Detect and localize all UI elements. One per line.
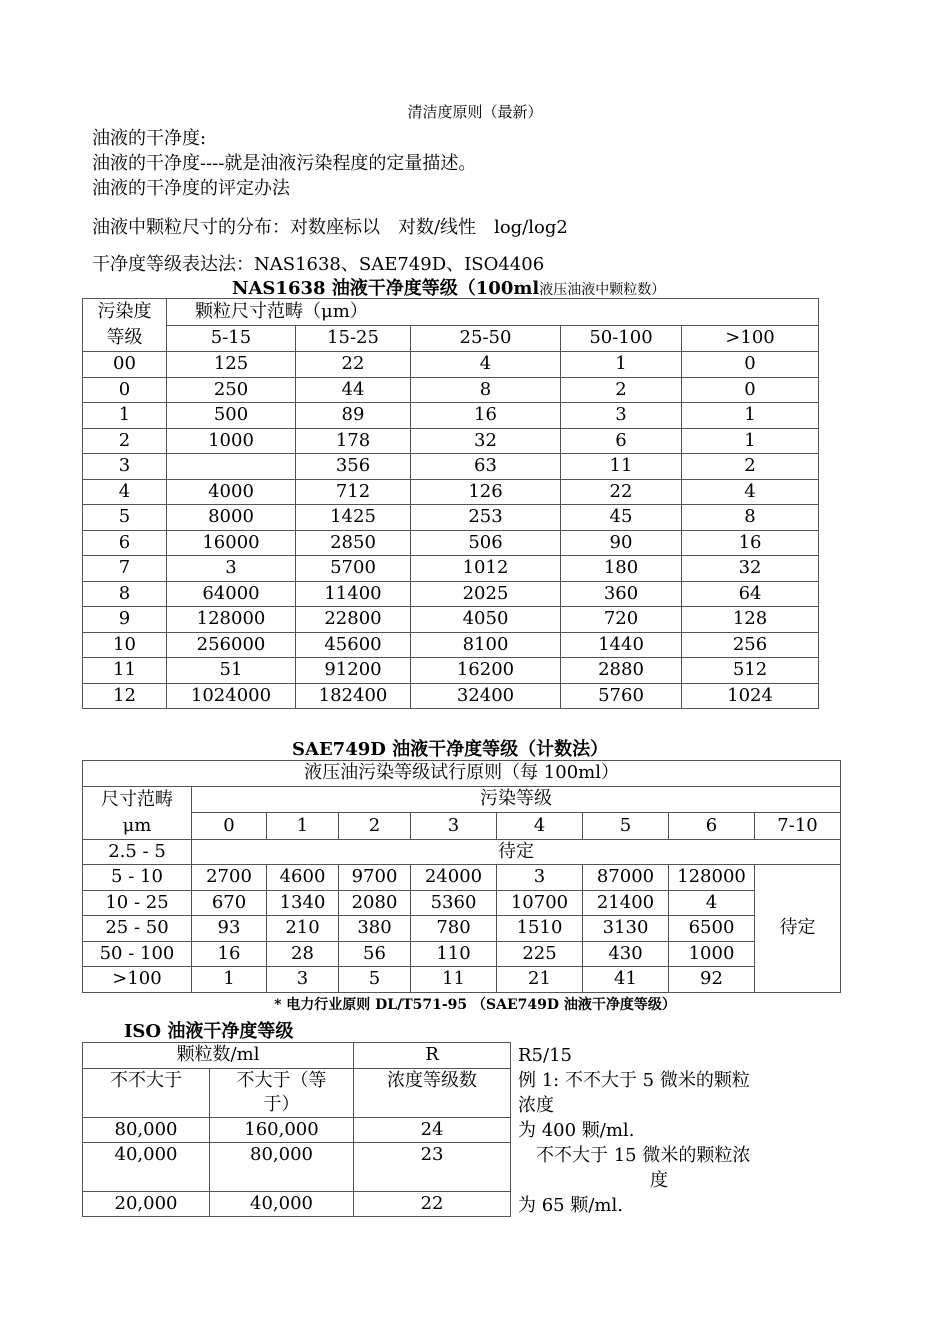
- iso-cell: 24: [354, 1117, 511, 1142]
- sae-count-cell: 5360: [411, 890, 497, 916]
- sae-count-cell: 4600: [267, 865, 339, 891]
- sae-count-cell: 28: [267, 941, 339, 967]
- nas-count-cell: 128000: [167, 607, 296, 633]
- nas-count-cell: 3: [561, 403, 682, 429]
- nas-count-cell: 16: [411, 403, 561, 429]
- iso-ge-header: 不大于（等于）: [210, 1068, 354, 1117]
- nas-count-cell: 4000: [167, 479, 296, 505]
- sae-heading: SAE749D 油液干净度等级（计数法）: [292, 739, 609, 760]
- sae-caption-row: [83, 761, 841, 787]
- intro-line-4: 油液中颗粒尺寸的分布：对数座标以 对数/线性 log/log2: [92, 217, 568, 238]
- nas-count-cell: 89: [296, 403, 411, 429]
- nas-count-cell: 125: [167, 352, 296, 378]
- table-row: [83, 403, 819, 429]
- iso-table: [82, 1042, 511, 1217]
- nas-count-cell: 51: [167, 658, 296, 684]
- nas-grade-cell: 6: [83, 530, 167, 556]
- sae-count-cell: 1340: [267, 890, 339, 916]
- sae-size-cell: 5 - 10: [83, 865, 192, 891]
- iso-cell: 23: [354, 1142, 511, 1191]
- nas-count-cell: 63: [411, 454, 561, 480]
- nas-count-cell: 2025: [411, 581, 561, 607]
- iso-example-line: R5/15: [518, 1045, 572, 1066]
- nas-count-cell: 4050: [411, 607, 561, 633]
- sae-size-cell: 50 - 100: [83, 941, 192, 967]
- sae-grade-cell: 7-10: [755, 813, 841, 840]
- nas-count-cell: 128: [682, 607, 819, 633]
- table-row: [83, 916, 841, 942]
- sae-grade-cell: 0: [192, 813, 267, 840]
- table-row: [83, 1142, 511, 1191]
- iso-example-line: 为 400 颗/ml.: [518, 1120, 635, 1141]
- sae-count-cell: 87000: [583, 865, 669, 891]
- table-row: [83, 683, 819, 709]
- table-row: [83, 556, 819, 582]
- nas-count-cell: 64000: [167, 581, 296, 607]
- nas-count-cell: 712: [296, 479, 411, 505]
- nas-count-cell: 32: [682, 556, 819, 582]
- sae-footnote: * 电力行业原则 DL/T571-95 （SAE749D 油液干净度等级）: [274, 997, 676, 1013]
- table-row: [83, 505, 819, 531]
- nas-grade-cell: 00: [83, 352, 167, 378]
- nas-heading: [232, 274, 665, 300]
- nas-count-cell: 180: [561, 556, 682, 582]
- nas-grade-cell: 12: [83, 683, 167, 709]
- nas-count-cell: 1: [682, 403, 819, 429]
- nas-count-cell: 256: [682, 632, 819, 658]
- intro-line-3: 油液的干净度的评定办法: [92, 178, 290, 199]
- sae-count-cell: 110: [411, 941, 497, 967]
- sae-grade-cell: 2: [339, 813, 411, 840]
- nas-size-header-cell: >100: [682, 325, 819, 352]
- nas-count-cell: 44: [296, 377, 411, 403]
- nas-size-header: 颗粒尺寸范畴（μm）: [167, 299, 819, 326]
- sae-count-cell: 1510: [497, 916, 583, 942]
- sae-count-cell: 380: [339, 916, 411, 942]
- sae-count-cell: 6500: [669, 916, 755, 942]
- nas-header-row: [83, 299, 819, 326]
- iso-table-body: [83, 1117, 511, 1216]
- nas-grade-header: 污染度等级: [83, 299, 167, 352]
- nas-count-cell: 0: [682, 377, 819, 403]
- nas-count-cell: 5700: [296, 556, 411, 582]
- sae-size-unit: μm: [122, 814, 152, 836]
- sae-count-cell: 1000: [669, 941, 755, 967]
- iso-example-line: 浓度: [518, 1095, 554, 1116]
- sae-grade-cell: 4: [497, 813, 583, 840]
- iso-example: [518, 1043, 818, 1218]
- nas-grade-cell: 4: [83, 479, 167, 505]
- nas-count-cell: 4: [682, 479, 819, 505]
- nas-size-header-cell: 15-25: [296, 325, 411, 352]
- sae-count-cell: 225: [497, 941, 583, 967]
- intro-line-2: 油液的干净度----就是油液污染程度的定量描述。: [92, 153, 477, 174]
- nas-count-cell: 8: [411, 377, 561, 403]
- sae-count-cell: 92: [669, 967, 755, 993]
- nas-count-cell: 16000: [167, 530, 296, 556]
- nas-count-cell: 182400: [296, 683, 411, 709]
- iso-example-line: 例 1: 不不大于 5 微米的颗粒: [518, 1070, 750, 1091]
- sae-count-cell: 210: [267, 916, 339, 942]
- iso-cell: 22: [354, 1191, 511, 1216]
- iso-count-header: 颗粒数/ml: [83, 1043, 354, 1069]
- table-row: [83, 454, 819, 480]
- nas-grade-cell: 7: [83, 556, 167, 582]
- table-row: [83, 967, 841, 993]
- sae-table: [82, 760, 841, 993]
- nas-grade-cell: 5: [83, 505, 167, 531]
- sae-grade-cell: 1: [267, 813, 339, 840]
- sae-count-cell: 21400: [583, 890, 669, 916]
- sae-count-cell: 2700: [192, 865, 267, 891]
- nas-size-header-cell: 5-15: [167, 325, 296, 352]
- nas-grade-cell: 3: [83, 454, 167, 480]
- nas-count-cell: 1012: [411, 556, 561, 582]
- nas-count-cell: 256000: [167, 632, 296, 658]
- nas-size-header-cell: 25-50: [411, 325, 561, 352]
- sae-count-cell: 5: [339, 967, 411, 993]
- table-row: [83, 1191, 511, 1216]
- nas-count-cell: 500: [167, 403, 296, 429]
- nas-grade-cell: 2: [83, 428, 167, 454]
- sae-pending-row: [83, 839, 841, 865]
- iso-level-header: 浓度等级数: [354, 1068, 511, 1117]
- nas-grade-cell: 1: [83, 403, 167, 429]
- sae-size-cell: 25 - 50: [83, 916, 192, 942]
- table-row: [83, 607, 819, 633]
- table-row: [83, 865, 841, 891]
- sae-caption: 液压油污染等级试行原则（每 100ml）: [83, 761, 841, 787]
- iso-le-header: 不不大于: [83, 1068, 210, 1117]
- iso-example-line: 不不大于 15 微米的颗粒浓: [518, 1145, 751, 1166]
- sae-grade-header: 污染等级: [192, 786, 841, 813]
- sae-count-cell: 670: [192, 890, 267, 916]
- sae-count-cell: 1: [192, 967, 267, 993]
- sae-size-cell: 10 - 25: [83, 890, 192, 916]
- nas-count-cell: 2: [561, 377, 682, 403]
- iso-cell: 80,000: [210, 1142, 354, 1191]
- nas-table: [82, 298, 819, 709]
- nas-grade-cell: 11: [83, 658, 167, 684]
- nas-count-cell: 11400: [296, 581, 411, 607]
- nas-count-cell: 8100: [411, 632, 561, 658]
- nas-grade-cell: 10: [83, 632, 167, 658]
- nas-table-body: [83, 352, 819, 709]
- nas-size-header-cell: 50-100: [561, 325, 682, 352]
- table-row: [83, 377, 819, 403]
- sae-size-cell: >100: [83, 967, 192, 993]
- nas-count-cell: 506: [411, 530, 561, 556]
- nas-count-cell: 1440: [561, 632, 682, 658]
- nas-count-cell: 8: [682, 505, 819, 531]
- sae-count-cell: 3: [267, 967, 339, 993]
- nas-grade-cell: 0: [83, 377, 167, 403]
- nas-count-cell: 1: [561, 352, 682, 378]
- sae-count-cell: 4: [669, 890, 755, 916]
- sae-count-cell: 3130: [583, 916, 669, 942]
- nas-count-cell: 126: [411, 479, 561, 505]
- nas-count-cell: 22: [296, 352, 411, 378]
- nas-count-cell: 2880: [561, 658, 682, 684]
- sae-count-cell: 93: [192, 916, 267, 942]
- sae-table-body: [83, 865, 841, 993]
- nas-grade-cell: 8: [83, 581, 167, 607]
- sae-count-cell: 2080: [339, 890, 411, 916]
- iso-example-line: 为 65 颗/ml.: [518, 1195, 623, 1216]
- table-row: [83, 530, 819, 556]
- nas-count-cell: 356: [296, 454, 411, 480]
- sae-grade-cell: 3: [411, 813, 497, 840]
- nas-count-cell: 0: [682, 352, 819, 378]
- iso-example-line: 度: [650, 1170, 668, 1191]
- iso-cell: 40,000: [210, 1191, 354, 1216]
- nas-count-cell: 32: [411, 428, 561, 454]
- nas-heading-small: 液压油液中颗粒数）: [539, 282, 666, 298]
- iso-cell: 20,000: [83, 1191, 210, 1216]
- nas-count-cell: 5760: [561, 683, 682, 709]
- sae-count-cell: 11: [411, 967, 497, 993]
- nas-count-cell: 2: [682, 454, 819, 480]
- sae-count-cell: 430: [583, 941, 669, 967]
- nas-count-cell: 178: [296, 428, 411, 454]
- iso-cell: 160,000: [210, 1117, 354, 1142]
- nas-count-cell: 4: [411, 352, 561, 378]
- nas-count-cell: 11: [561, 454, 682, 480]
- sae-grade-cell: 5: [583, 813, 669, 840]
- nas-count-cell: 1000: [167, 428, 296, 454]
- sae-count-cell: 41: [583, 967, 669, 993]
- table-row: [83, 658, 819, 684]
- nas-count-cell: 8000: [167, 505, 296, 531]
- sae-count-cell: 780: [411, 916, 497, 942]
- nas-count-cell: 22800: [296, 607, 411, 633]
- table-row: [83, 1117, 511, 1142]
- iso-subheader-row: [83, 1068, 511, 1117]
- table-row: [83, 479, 819, 505]
- nas-count-cell: 16: [682, 530, 819, 556]
- nas-count-cell: 250: [167, 377, 296, 403]
- iso-header-row: [83, 1043, 511, 1069]
- nas-size-row: [83, 325, 819, 352]
- nas-count-cell: 1024000: [167, 683, 296, 709]
- nas-count-cell: 1425: [296, 505, 411, 531]
- sae-grade-cell: 6: [669, 813, 755, 840]
- sae-first-size: 2.5 - 5: [83, 839, 192, 865]
- nas-count-cell: 90: [561, 530, 682, 556]
- sae-count-cell: 16: [192, 941, 267, 967]
- sae-count-cell: 9700: [339, 865, 411, 891]
- intro-line-1: 油液的干净度:: [92, 128, 207, 149]
- nas-count-cell: 6: [561, 428, 682, 454]
- iso-heading: ISO 油液干净度等级: [124, 1021, 294, 1042]
- table-row: [83, 581, 819, 607]
- sae-count-cell: 24000: [411, 865, 497, 891]
- sae-count-cell: 10700: [497, 890, 583, 916]
- nas-count-cell: 91200: [296, 658, 411, 684]
- sae-grade-row: [83, 813, 841, 840]
- nas-count-cell: 253: [411, 505, 561, 531]
- nas-count-cell: 1: [682, 428, 819, 454]
- iso-r-header: R: [354, 1043, 511, 1069]
- table-row: [83, 890, 841, 916]
- nas-count-cell: 16200: [411, 658, 561, 684]
- nas-count-cell: 512: [682, 658, 819, 684]
- nas-grade-cell: 9: [83, 607, 167, 633]
- sae-header-row: [83, 786, 841, 813]
- nas-count-cell: 22: [561, 479, 682, 505]
- table-row: [83, 428, 819, 454]
- table-row: [83, 632, 819, 658]
- nas-count-cell: 1024: [682, 683, 819, 709]
- sae-size-header: [83, 786, 192, 839]
- nas-count-cell: 45600: [296, 632, 411, 658]
- table-row: [83, 941, 841, 967]
- nas-count-cell: 3: [167, 556, 296, 582]
- sae-count-cell: 21: [497, 967, 583, 993]
- iso-cell: 80,000: [83, 1117, 210, 1142]
- sae-count-cell: 56: [339, 941, 411, 967]
- sae-pending-cell: 待定: [192, 839, 841, 865]
- sae-size-label: 尺寸范畴: [101, 788, 173, 810]
- nas-count-cell: 2850: [296, 530, 411, 556]
- nas-count-cell: 45: [561, 505, 682, 531]
- intro-line-5: 干净度等级表达法：NAS1638、SAE749D、ISO4406: [92, 254, 545, 275]
- iso-cell: 40,000: [83, 1142, 210, 1191]
- nas-heading-main: NAS1638 油液干净度等级（100ml: [232, 278, 540, 299]
- nas-count-cell: 720: [561, 607, 682, 633]
- nas-count-cell: [167, 454, 296, 480]
- sae-count-cell: 128000: [669, 865, 755, 891]
- nas-count-cell: 360: [561, 581, 682, 607]
- document-title: 清洁度原则（最新）: [407, 103, 543, 121]
- table-row: [83, 352, 819, 378]
- nas-count-cell: 32400: [411, 683, 561, 709]
- sae-count-cell: 3: [497, 865, 583, 891]
- sae-pending-side-cell: 待定: [755, 865, 841, 993]
- nas-count-cell: 64: [682, 581, 819, 607]
